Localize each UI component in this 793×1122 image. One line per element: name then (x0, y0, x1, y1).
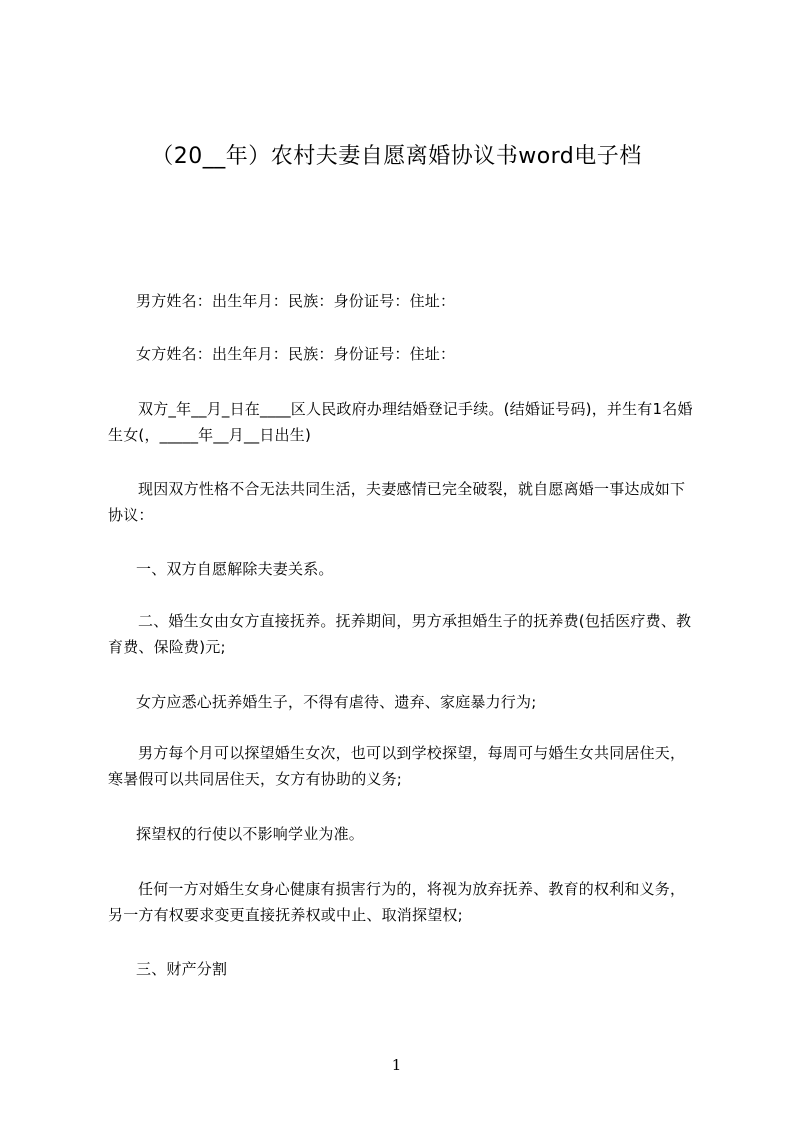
paragraph-marriage-registration: 双方_年__月_日在____区人民政府办理结婚登记手续。(结婚证号码)，并生有1名婚生女(，_____年__月__日出生) (108, 400, 693, 444)
paragraph-harm-clause: 任何一方对婚生女身心健康有损害行为的，将视为放弃抚养、教育的权利和义务，另一方有权要求变更直接抚养权或中止、取消探望权; (108, 880, 686, 924)
paragraph-clause-2: 二、婚生女由女方直接抚养。抚养期间，男方承担婚生子的抚养费(包括医疗费、教育费、保险费)元; (108, 612, 692, 656)
document-title: （20__年）农村夫妻自愿离婚协议书word电子档 (151, 144, 642, 169)
paragraph-clause-3: 三、财产分割 (136, 960, 228, 978)
paragraph-custody-duty: 女方应悉心抚养婚生子，不得有虐待、遗弃、家庭暴力行为; (136, 693, 537, 711)
page-number: 1 (391, 1056, 402, 1074)
paragraph-visitation-limit: 探望权的行使以不影响学业为准。 (136, 825, 365, 843)
paragraph-visitation: 男方每个月可以探望婚生女次，也可以到学校探望，每周可与婚生女共同居住天，寒暑假可以共同居住天，女方有协助的义务; (108, 744, 686, 788)
paragraph-clause-1: 一、双方自愿解除夫妻关系。 (136, 560, 334, 578)
paragraph-male-party-info: 男方姓名：出生年月：民族：身份证号：住址： (136, 292, 456, 310)
paragraph-female-party-info: 女方姓名：出生年月：民族：身份证号：住址： (136, 345, 456, 363)
paragraph-reason: 现因双方性格不合无法共同生活，夫妻感情已完全破裂，就自愿离婚一事达成如下协议： (108, 480, 686, 524)
